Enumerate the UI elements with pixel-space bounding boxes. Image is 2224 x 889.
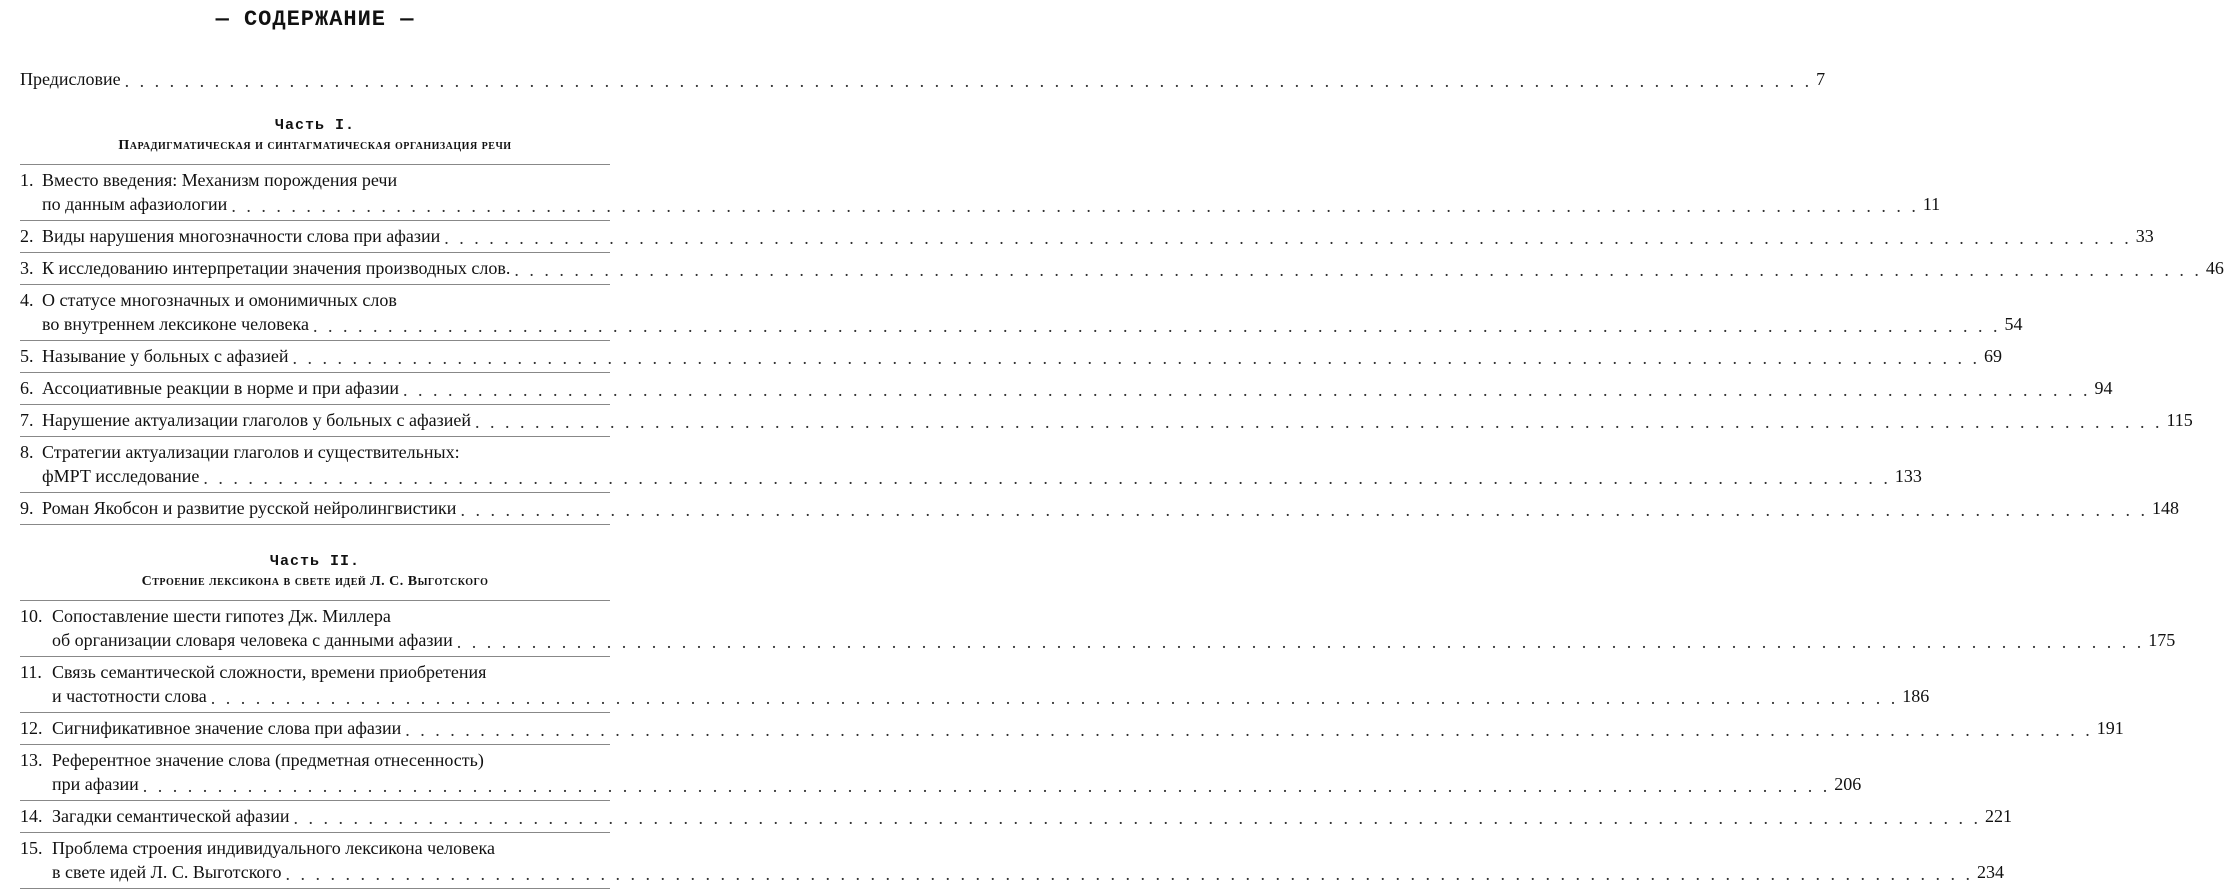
toc-item-title-line: Стратегии актуализации глаголов и существительных:: [42, 442, 460, 462]
toc-item-number: 11.: [20, 662, 42, 682]
toc-item-number: 1.: [20, 170, 34, 190]
toc-item-page: 148: [2151, 498, 2179, 518]
toc-item-title-line: Вместо введения: Механизм порождения речи: [42, 170, 398, 190]
toc-item[interactable]: [20, 801, 2012, 833]
toc-item-page: 11: [1922, 194, 1941, 214]
toc-item-page: 94: [2094, 378, 2113, 398]
toc-item-number: 12.: [20, 718, 43, 738]
toc-item-title-line: Референтное значение слова (предметная отнесенность): [52, 750, 484, 770]
toc-item-title-line: Проблема строения индивидуального лексикона человека: [52, 838, 495, 858]
toc-item[interactable]: [20, 437, 1922, 493]
leader-dots: [143, 781, 1831, 791]
toc-item-title-line: О статусе многозначных и омонимичных слов: [42, 290, 397, 310]
part1-title: Часть I.: [274, 117, 355, 134]
leader-dots: [405, 725, 2093, 735]
toc-item[interactable]: [20, 405, 2193, 437]
toc-item-page: 221: [1984, 806, 2012, 826]
leader-dots: [286, 869, 1974, 879]
toc-item[interactable]: [20, 221, 2154, 253]
toc-item-title-line: Сопоставление шести гипотез Дж. Миллера: [52, 606, 391, 626]
leader-dots: [125, 76, 1813, 86]
part2-title: Часть II.: [269, 553, 360, 570]
leader-dots: [231, 201, 1919, 211]
toc-item-page: 33: [2135, 226, 2154, 246]
toc-item-title: Нарушение актуализации глаголов у больных с афазией: [42, 410, 471, 430]
toc-item[interactable]: [20, 657, 1930, 713]
toc-item[interactable]: [20, 341, 2003, 373]
preface-page: 7: [1816, 69, 1826, 89]
toc-item-title: в свете идей Л. С. Выготского: [52, 862, 282, 882]
toc-item-page: 133: [1894, 466, 1922, 486]
toc-item[interactable]: [20, 745, 1862, 801]
leader-dots: [457, 637, 2145, 647]
toc-item[interactable]: [20, 373, 2113, 405]
page-title: — СОДЕРЖАНИЕ —: [215, 7, 415, 32]
toc-item[interactable]: [20, 253, 2224, 285]
toc-item-title: во внутреннем лексиконе человека: [42, 314, 309, 334]
leader-dots: [460, 505, 2148, 515]
toc-item[interactable]: [20, 833, 2004, 889]
toc-item-title: об организации словаря человека с данными афазии: [52, 630, 453, 650]
toc-item-title: при афазии: [52, 774, 139, 794]
part1-subtitle: Парадигматическая и синтагматическая организация речи: [118, 138, 512, 153]
toc-item-title: Называние у больных с афазией: [42, 346, 289, 366]
part1-list: [20, 164, 2224, 525]
leader-dots: [203, 473, 1891, 483]
leader-dots: [293, 813, 1981, 823]
part2-subtitle: Строение лексикона в свете идей Л. С. Выготского: [141, 574, 489, 589]
toc-item-title: Роман Якобсон и развитие русской нейролингвистики: [42, 498, 457, 518]
toc-item-title: Загадки семантической афазии: [52, 806, 290, 826]
preface-label: Предисловие: [20, 69, 121, 89]
toc-item-title: Виды нарушения многозначности слова при афазии: [42, 226, 441, 246]
toc-page: [20, 0, 2224, 889]
toc-item-title: К исследованию интерпретации значения производных слов.: [42, 258, 511, 278]
toc-item-page: 46: [2205, 258, 2224, 278]
toc-item-number: 9.: [20, 498, 34, 518]
toc-item-title-line: Связь семантической сложности, времени приобретения: [52, 662, 487, 682]
toc-item-page: 191: [2096, 718, 2124, 738]
toc-item-title: и частотности слова: [52, 686, 207, 706]
toc-item-title: Ассоциативные реакции в норме и при афазии: [42, 378, 400, 398]
toc-item-page: 175: [2148, 630, 2176, 650]
toc-item-number: 15.: [20, 838, 43, 858]
toc-item-number: 4.: [20, 290, 34, 310]
leader-dots: [444, 233, 2132, 243]
toc-item-number: 3.: [20, 258, 34, 278]
leader-dots: [403, 385, 2091, 395]
part2-list: [20, 600, 2176, 889]
leader-dots: [514, 265, 2202, 275]
toc-item-page: 69: [1984, 346, 2003, 366]
toc-item-title: Сигнификативное значение слова при афазии: [52, 718, 402, 738]
toc-item-page: 54: [2004, 314, 2023, 334]
toc-item-number: 7.: [20, 410, 34, 430]
toc-item-number: 10.: [20, 606, 43, 626]
toc-item[interactable]: [20, 285, 2023, 341]
toc-item-title: по данным афазиологии: [42, 194, 228, 214]
toc-item[interactable]: [20, 493, 2179, 525]
toc-item-number: 13.: [20, 750, 43, 770]
toc-item-number: 5.: [20, 346, 34, 366]
toc-item-page: 186: [1902, 686, 1930, 706]
leader-dots: [475, 417, 2163, 427]
leader-dots: [211, 693, 1899, 703]
leader-dots: [293, 353, 1981, 363]
toc-item-number: 2.: [20, 226, 34, 246]
toc-item-number: 14.: [20, 806, 43, 826]
toc-item-number: 8.: [20, 442, 34, 462]
toc-item-title: фМРТ исследование: [42, 466, 200, 486]
toc-item[interactable]: [20, 600, 2176, 657]
toc-item-page: 206: [1834, 774, 1862, 794]
toc-item[interactable]: [20, 713, 2124, 745]
leader-dots: [313, 321, 2001, 331]
preface-entry[interactable]: [20, 67, 1826, 91]
toc-item-page: 115: [2166, 410, 2193, 430]
toc-item-number: 6.: [20, 378, 34, 398]
toc-item[interactable]: [20, 164, 1941, 221]
toc-item-page: 234: [1977, 862, 2004, 882]
